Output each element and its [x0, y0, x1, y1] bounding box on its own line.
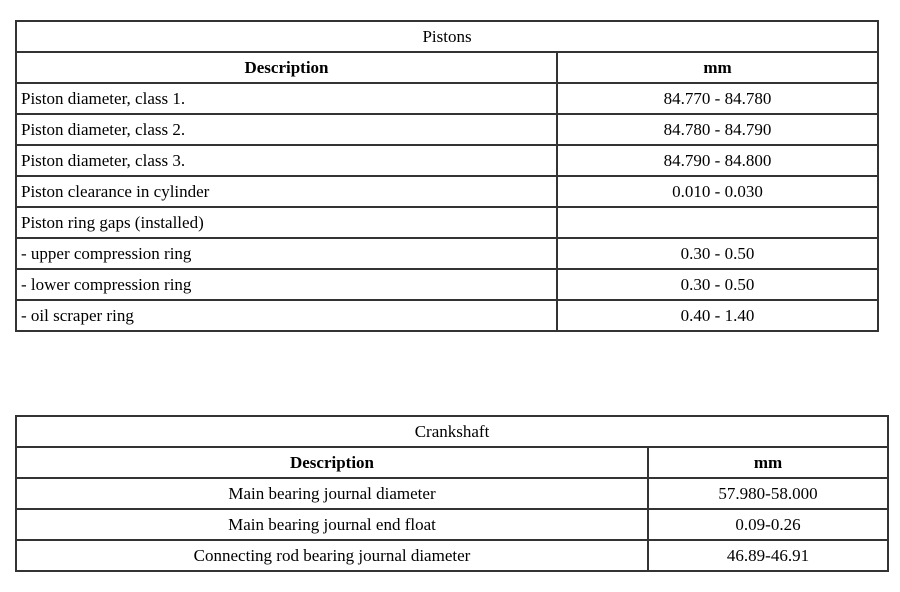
row-description: Piston clearance in cylinder — [16, 176, 557, 207]
pistons-title: Pistons — [16, 21, 878, 52]
row-description: Main bearing journal end float — [16, 509, 648, 540]
row-value: 84.770 - 84.780 — [557, 83, 878, 114]
table-row — [16, 300, 878, 331]
table-row — [16, 540, 888, 571]
row-value: 0.30 - 0.50 — [557, 269, 878, 300]
table-caption-row — [16, 416, 888, 447]
row-description: - lower compression ring — [16, 269, 557, 300]
unit-header: mm — [557, 52, 878, 83]
table-row — [16, 114, 878, 145]
row-description: Main bearing journal diameter — [16, 478, 648, 509]
table-row — [16, 238, 878, 269]
unit-header: mm — [648, 447, 888, 478]
row-description: - upper compression ring — [16, 238, 557, 269]
row-description: Connecting rod bearing journal diameter — [16, 540, 648, 571]
row-value: 0.30 - 0.50 — [557, 238, 878, 269]
table-row — [16, 269, 878, 300]
table-header-row — [16, 447, 888, 478]
pistons-table — [15, 20, 879, 332]
description-header: Description — [16, 52, 557, 83]
row-value: 0.40 - 1.40 — [557, 300, 878, 331]
row-value: 57.980-58.000 — [648, 478, 888, 509]
table-row — [16, 176, 878, 207]
crankshaft-title: Crankshaft — [16, 416, 888, 447]
row-description: Piston diameter, class 3. — [16, 145, 557, 176]
row-value: 84.790 - 84.800 — [557, 145, 878, 176]
table-caption-row — [16, 21, 878, 52]
table-row — [16, 207, 878, 238]
table-header-row — [16, 52, 878, 83]
row-value: 0.09-0.26 — [648, 509, 888, 540]
row-value: 84.780 - 84.790 — [557, 114, 878, 145]
table-row — [16, 83, 878, 114]
table-row — [16, 478, 888, 509]
row-description: - oil scraper ring — [16, 300, 557, 331]
row-description: Piston ring gaps (installed) — [16, 207, 557, 238]
description-header: Description — [16, 447, 648, 478]
row-value: 46.89-46.91 — [648, 540, 888, 571]
row-value: 0.010 - 0.030 — [557, 176, 878, 207]
row-value — [557, 207, 878, 238]
row-description: Piston diameter, class 1. — [16, 83, 557, 114]
table-row — [16, 509, 888, 540]
crankshaft-table — [15, 415, 889, 572]
table-row — [16, 145, 878, 176]
row-description: Piston diameter, class 2. — [16, 114, 557, 145]
